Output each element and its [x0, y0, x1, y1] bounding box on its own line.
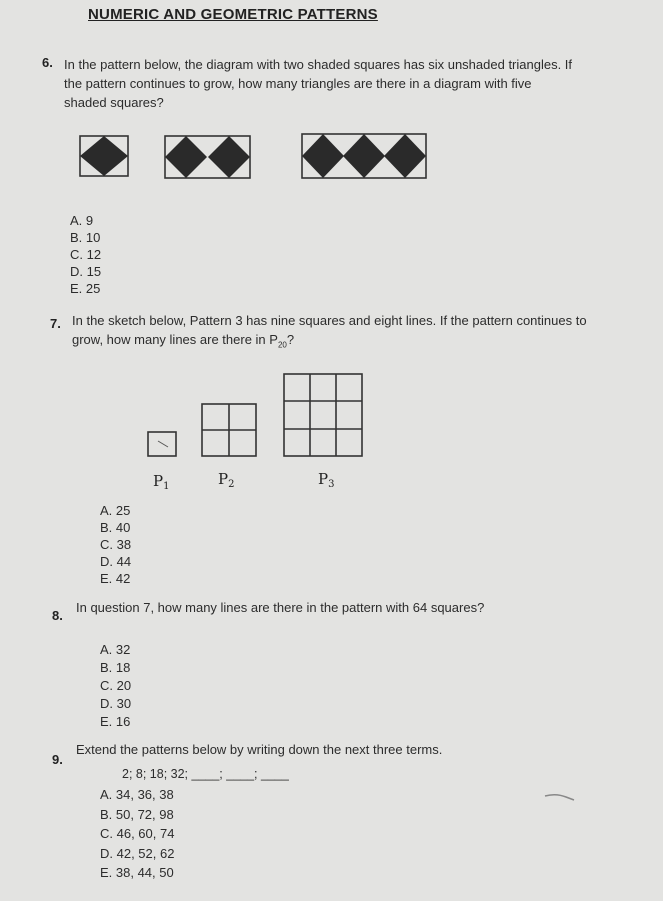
q7-options: [100, 502, 131, 587]
question-number: 8.: [52, 608, 63, 623]
question-number: 7.: [50, 316, 61, 331]
option-e[interactable]: E. 25: [70, 281, 101, 296]
option-d[interactable]: D. 44: [100, 554, 132, 569]
option-c[interactable]: C. 12: [70, 247, 102, 262]
pattern-label-2: $P_2$: [218, 470, 235, 490]
option-c[interactable]: C. 20: [100, 678, 132, 693]
option-b[interactable]: B. 18: [100, 660, 131, 675]
question-text: Extend the patterns below by writing down the next three terms.: [76, 742, 443, 757]
option-a[interactable]: A. 9: [70, 213, 94, 228]
option-a[interactable]: A. 34, 36, 38: [100, 787, 174, 802]
pattern-2: [202, 404, 256, 456]
option-d[interactable]: D. 30: [100, 696, 132, 711]
pattern-label-3: $P_3$: [318, 470, 335, 490]
option-b[interactable]: B. 10: [70, 230, 101, 245]
diagram-one-square: [80, 136, 128, 176]
pattern-1: [148, 432, 176, 456]
option-c[interactable]: C. 46, 60, 74: [100, 826, 175, 841]
question-text: [72, 311, 592, 355]
option-c[interactable]: C. 38: [100, 537, 132, 552]
option-d[interactable]: D. 42, 52, 62: [100, 845, 175, 861]
question-text-main: In the sketch below, Pattern 3 has nine squares and eight lines. If the pattern continues to grow, how many lines are there in P: [72, 313, 587, 347]
number-sequence: 2; 8; 18; 32; ____; ____; ____: [122, 767, 289, 781]
option-d[interactable]: D. 15: [70, 264, 102, 279]
question-text-end: ?: [286, 332, 295, 347]
q6-options: [70, 212, 101, 297]
option-a[interactable]: A. 32: [100, 642, 131, 657]
question-text: In the pattern below, the diagram with two shaded squares has six unshaded triangles. If the pattern continues to grow, how many triangles are there in a diagram with five shaded squares?: [64, 57, 573, 110]
q8-options: [100, 641, 131, 731]
diagram-three-squares: [302, 134, 426, 178]
option-b[interactable]: B. 50, 72, 98: [100, 806, 174, 822]
option-e[interactable]: E. 38, 44, 50: [100, 865, 174, 880]
option-e[interactable]: E. 42: [100, 571, 131, 586]
question-number: 9.: [52, 752, 63, 767]
worksheet-title: NUMERIC AND GEOMETRIC PATTERNS: [88, 6, 378, 23]
diagram-two-squares: [165, 136, 250, 178]
question-text: In question 7, how many lines are there in the pattern with 64 squares?: [76, 600, 485, 615]
option-b[interactable]: B. 40: [100, 520, 131, 535]
option-a[interactable]: A. 25: [100, 503, 131, 518]
option-e[interactable]: E. 16: [100, 714, 131, 729]
q9-options: [100, 785, 174, 883]
pattern-label-1: $P_1$: [153, 472, 170, 492]
question-number: 6.: [42, 55, 53, 70]
pattern-3: [284, 374, 362, 456]
question-text-subscript: 20: [277, 340, 287, 350]
